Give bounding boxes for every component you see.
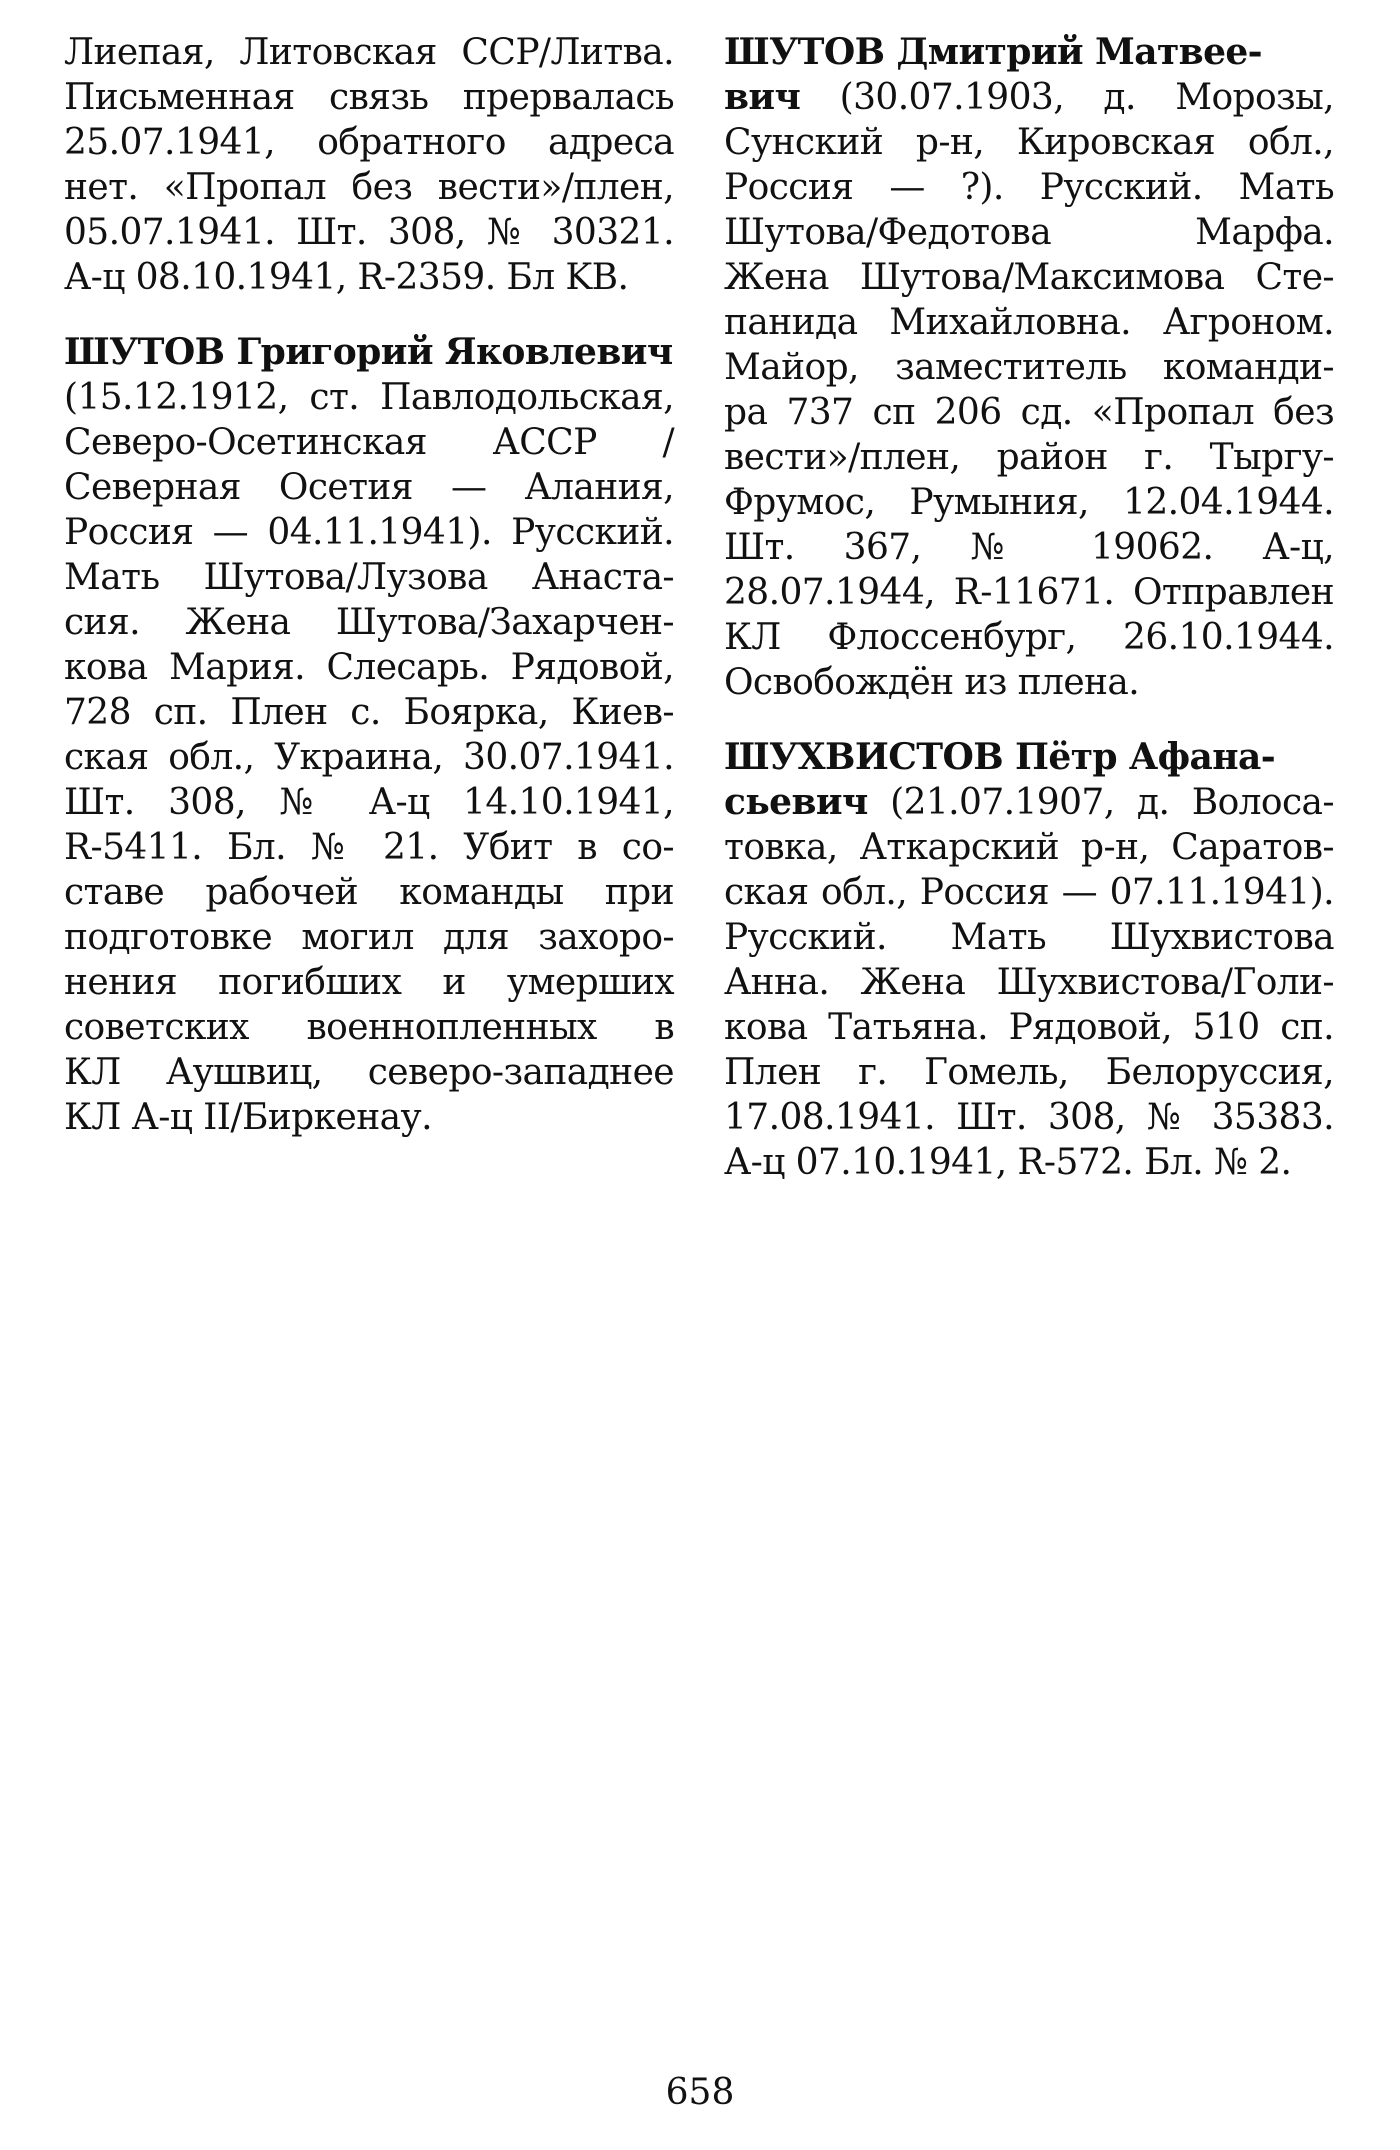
- line-text: (15.12.1912, ст. Павлодольская,: [64, 377, 674, 418]
- line-text: (30.07.1903, д. Морозы,: [800, 77, 1334, 118]
- text-line: [64, 915, 674, 960]
- text-line: [64, 210, 674, 255]
- text-line: [64, 825, 674, 870]
- line-text: Шт. 367, № 19062. А-ц,: [724, 527, 1334, 568]
- text-line: [724, 570, 1334, 615]
- text-line: [724, 615, 1334, 660]
- line-text: подготовке могил для захоро-: [64, 917, 674, 958]
- text-line: [724, 870, 1334, 915]
- line-text: ставе рабочей команды при: [64, 872, 674, 913]
- page-number: 658: [665, 2072, 735, 2113]
- line-text: Северо-Осетинская АССР /: [64, 422, 674, 463]
- text-line: [724, 435, 1334, 480]
- line-text: кова Татьяна. Рядовой, 510 сп.: [724, 1007, 1334, 1048]
- text-line: [64, 1005, 674, 1050]
- text-line: [64, 375, 674, 420]
- line-text: 728 сп. Плен с. Боярка, Киев-: [64, 692, 674, 733]
- text-line: [64, 330, 674, 375]
- line-text: Мать Шутова/Лузова Анаста-: [64, 557, 674, 598]
- text-line: [64, 555, 674, 600]
- text-line: [64, 870, 674, 915]
- text-line: [724, 735, 1334, 780]
- text-line: [64, 510, 674, 555]
- text-line: [64, 255, 674, 300]
- line-text: нения погибших и умерших: [64, 962, 674, 1003]
- line-text: 17.08.1941. Шт. 308, № 35383.: [724, 1097, 1334, 1138]
- entry-shutov-dmitriy: [724, 30, 1334, 705]
- line-text: КЛ Аушвиц, северо-западнее: [64, 1052, 674, 1093]
- line-text: Анна. Жена Шухвистова/Голи-: [724, 962, 1334, 1003]
- text-line: [64, 1050, 674, 1095]
- text-line: [64, 690, 674, 735]
- text-line: [724, 120, 1334, 165]
- line-text: товка, Аткарский р-н, Саратов-: [724, 827, 1334, 868]
- line-text: Россия — ?). Русский. Мать: [724, 167, 1334, 208]
- line-text: советских военнопленных в: [64, 1007, 674, 1048]
- text-line: [724, 345, 1334, 390]
- line-text: ская обл., Украина, 30.07.1941.: [64, 737, 674, 778]
- line-text: Шутова/Федотова Марфа.: [724, 212, 1334, 253]
- text-line: [64, 30, 674, 75]
- entry-name: ШУТОВ Дмитрий Матвее-: [724, 31, 1263, 73]
- text-line: [724, 825, 1334, 870]
- text-line: [64, 645, 674, 690]
- line-text: 28.07.1944, R-11671. Отправлен: [724, 572, 1334, 613]
- text-line: [724, 210, 1334, 255]
- left-column: [64, 30, 674, 1170]
- text-line: [64, 600, 674, 645]
- text-line: [724, 30, 1334, 75]
- entry-name: ШУХВИСТОВ Пётр Афана-: [724, 736, 1276, 778]
- text-line: [724, 660, 1334, 705]
- line-text: Жена Шутова/Максимова Сте-: [724, 257, 1334, 298]
- line-text: А-ц 08.10.1941, R-2359. Бл KB.: [64, 257, 629, 298]
- text-line: [724, 1140, 1334, 1185]
- text-line: [64, 960, 674, 1005]
- continuation-entry: [64, 30, 674, 300]
- text-line: [724, 165, 1334, 210]
- text-line: [724, 1005, 1334, 1050]
- text-line: [64, 75, 674, 120]
- text-line: [724, 1050, 1334, 1095]
- line-text: Россия — 04.11.1941). Русский.: [64, 512, 674, 553]
- line-text: (21.07.1907, д. Волоса-: [867, 782, 1334, 823]
- line-text: сия. Жена Шутова/Захарчен-: [64, 602, 674, 643]
- text-line: [64, 735, 674, 780]
- line-text: А-ц 07.10.1941, R-572. Бл. № 2.: [724, 1142, 1292, 1183]
- line-text: ская обл., Россия — 07.11.1941).: [724, 872, 1334, 913]
- line-text: вести»/плен, район г. Тыргу-: [724, 437, 1334, 478]
- entry-name: ШУТОВ Григорий Яковлевич: [64, 331, 673, 373]
- line-text: нет. «Пропал без вести»/плен,: [64, 167, 674, 208]
- text-line: [724, 525, 1334, 570]
- entry-shutov-grigoriy: [64, 330, 674, 1140]
- text-line: [724, 780, 1334, 825]
- right-column: [724, 30, 1334, 1215]
- text-line: [64, 1095, 674, 1140]
- line-text: Северная Осетия — Алания,: [64, 467, 674, 508]
- entry-name: вич: [724, 76, 801, 118]
- line-text: 05.07.1941. Шт. 308, № 30321.: [64, 212, 674, 253]
- line-text: Майор, заместитель команди-: [724, 347, 1334, 388]
- line-text: ра 737 сп 206 сд. «Пропал без: [724, 392, 1334, 433]
- text-line: [64, 120, 674, 165]
- line-text: панида Михайловна. Агроном.: [724, 302, 1334, 343]
- line-text: кова Мария. Слесарь. Рядовой,: [64, 647, 674, 688]
- text-line: [724, 390, 1334, 435]
- line-text: Фрумос, Румыния, 12.04.1944.: [724, 482, 1334, 523]
- text-line: [724, 255, 1334, 300]
- line-text: 25.07.1941, обратного адреса: [64, 122, 674, 163]
- text-line: [724, 915, 1334, 960]
- line-text: КЛ Флоссенбург, 26.10.1944.: [724, 617, 1334, 658]
- line-text: R-5411. Бл. № 21. Убит в со-: [64, 827, 674, 868]
- text-line: [64, 780, 674, 825]
- line-text: Освобождён из плена.: [724, 662, 1140, 703]
- text-line: [724, 960, 1334, 1005]
- text-line: [64, 465, 674, 510]
- entry-shukhvistov-petr: [724, 735, 1334, 1185]
- text-line: [724, 1095, 1334, 1140]
- line-text: Плен г. Гомель, Белоруссия,: [724, 1052, 1334, 1093]
- text-line: [64, 420, 674, 465]
- line-text: Сунский р-н, Кировская обл.,: [724, 122, 1334, 163]
- text-line: [724, 300, 1334, 345]
- entry-name: сьевич: [724, 781, 868, 823]
- text-line: [724, 480, 1334, 525]
- line-text: КЛ А-ц II/Биркенау.: [64, 1097, 432, 1138]
- text-line: [64, 165, 674, 210]
- line-text: Письменная связь прервалась: [64, 77, 674, 118]
- text-line: [724, 75, 1334, 120]
- line-text: Шт. 308, № А-ц 14.10.1941,: [64, 782, 674, 823]
- line-text: Русский. Мать Шухвистова: [724, 917, 1334, 958]
- line-text: Лиепая, Литовская ССР/Литва.: [64, 32, 674, 73]
